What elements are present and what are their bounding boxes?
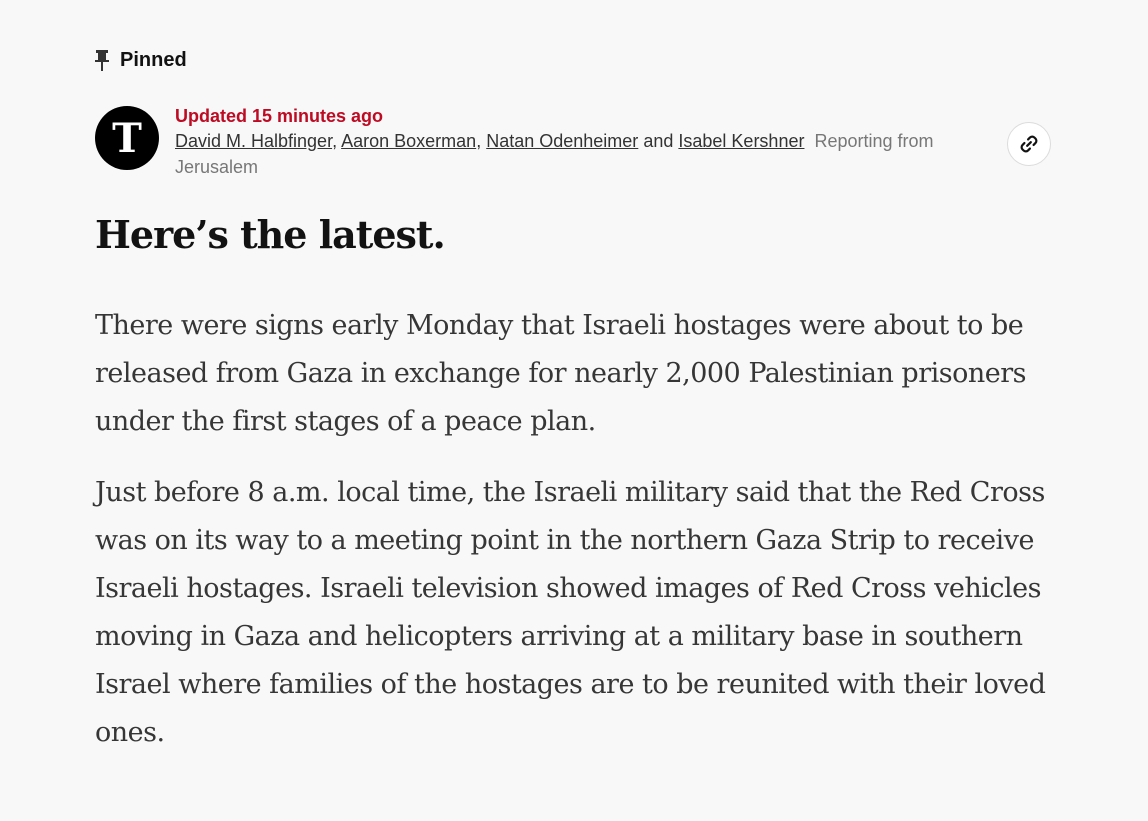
author-link[interactable]: David M. Halbfinger [175, 131, 333, 151]
pin-icon [93, 48, 111, 72]
link-icon [1018, 133, 1040, 155]
pinned-text: Pinned [120, 48, 187, 71]
pinned-label [93, 48, 187, 72]
author-link[interactable]: Natan Odenheimer [486, 131, 639, 151]
author-and: and [643, 131, 674, 151]
byline-text [175, 104, 975, 180]
nyt-logo-icon [95, 106, 159, 170]
byline [95, 104, 1055, 184]
author-link[interactable]: Aaron Boxerman [341, 131, 477, 151]
reporting-location: Reporting from Jerusalem [175, 131, 934, 177]
article-headline: Here’s the latest. [95, 212, 445, 257]
copy-link-button[interactable] [1007, 122, 1051, 166]
author-link[interactable]: Isabel Kershner [678, 131, 805, 151]
author-list: David M. Halbfinger, Aaron Boxerman, Natan Odenheimer and Isabel Kershner Reporting from Jerusalem [175, 131, 934, 177]
avatar-letter: T [112, 114, 142, 162]
updated-timestamp: Updated 15 minutes ago [175, 106, 384, 126]
article-paragraph: Just before 8 a.m. local time, the Israeli military said that the Red Cross was on its way to a meeting point in the northern Gaza Strip to receive Israeli hostages. Israeli television showed images of Red Cross vehicles moving in Gaza and helicopters arriving at a military base in southern Israel where families of the hostages are to be reunited with their loved ones. [95, 477, 1046, 748]
article-paragraph: There were signs early Monday that Israeli hostages were about to be released from Gaza in exchange for nearly 2,000 Palestinian prisoners under the first stages of a peace plan. [95, 310, 1026, 437]
